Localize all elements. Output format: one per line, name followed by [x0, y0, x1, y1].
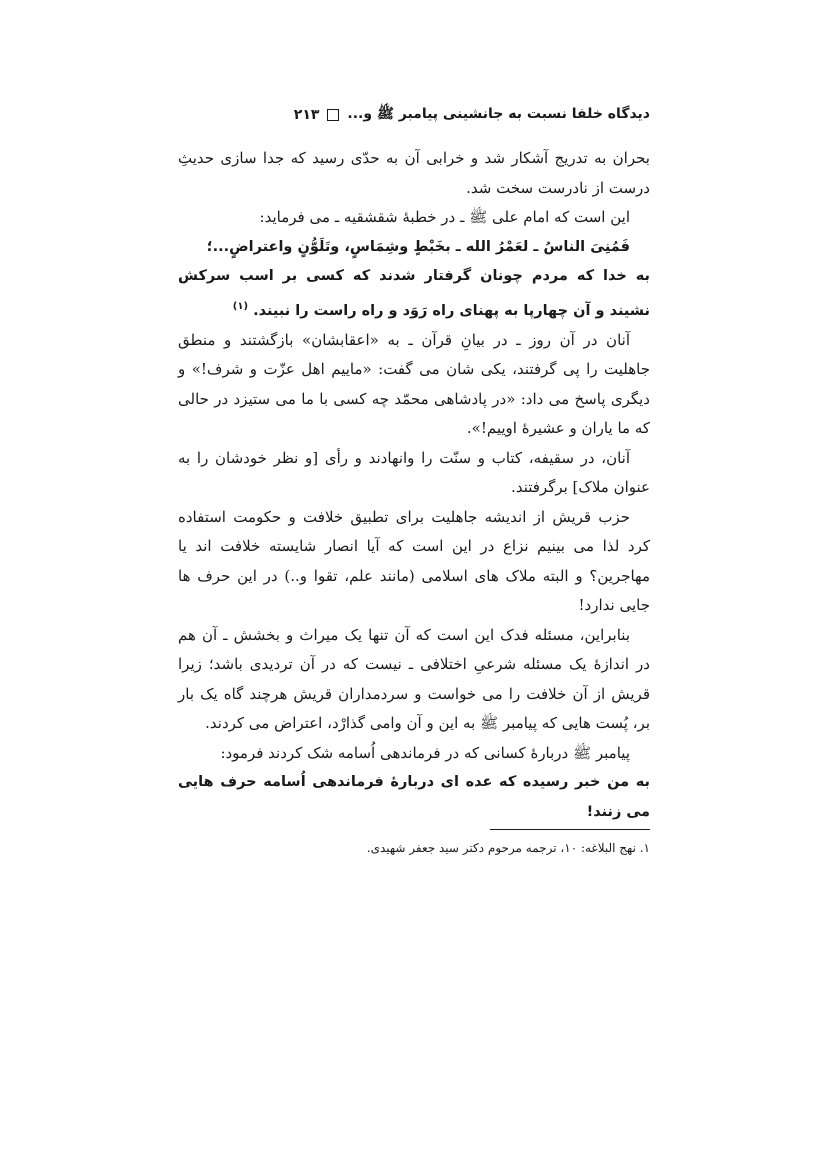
paragraph-6: آنان، در سقیفه، کتاب و سنّت را وانهادند و رأی [و نظر خودشان را به عنوان ملاک] برگرفتند. [178, 448, 650, 497]
body-text [178, 144, 650, 827]
paragraph-7: حزب قریش از اندیشه جاهلیت برای تطبیق خلافت و حکومت استفاده کرد لذا می بینیم نزاع در این است که آیا انصار شایسته خلافت اند یا مهاجرین؟ و البته ملاک های اسلامی (مانند علم، تقوا و..) در این حرف ها جایی ندارد! [178, 507, 650, 615]
paragraph-1: بحران به تدریج آشکار شد و خرابی آن به حدّی رسید که جدا سازی حدیثِ درست از نادرست سخت شد. [178, 149, 650, 197]
paragraph-8: بنابراین، مسئله فدک این است که آن تنها یک میراث و بخشش ـ آن هم در اندازهٔ یک مسئله شرعیِ اختلافی ـ نیست که در آن تردیدی باشد؛ زیرا قریش از آن خلافت را می خواست و سردمداران قریش هرچند گاه یک بار بر، پُست هایی که پیامبر ﷺ به این و آن وامی گذارْد، اعتراض می کردند. [178, 625, 650, 733]
hadith-quote: به من خبر رسیده که عده ای دربارهٔ فرماندهی اُسامه حرف هایی می زنند! [178, 774, 650, 820]
header-title: دیدگاه خلفا نسبت به جانشینی پیامبر ﷺ و... [347, 106, 650, 122]
footnote-marker: (۱) [232, 300, 249, 312]
footnote-divider [490, 829, 650, 830]
paragraph-9: پیامبر ﷺ دربارهٔ کسانی که در فرماندهی اُسامه شک کردند فرمود: [220, 743, 630, 762]
paragraph-5: آنان در آن روز ـ در بیانِ قرآن ـ به «اعقابشان» بازگشتند و منطق جاهلیت را پی گرفتند، یکی شان می گفت: «ماییم اهل عزّت و شرف!» و دیگری پاسخ می داد: «در پادشاهی محمّد چه کسی با ما می ستیزد در حالی که ما یاران و عشیرهٔ اوییم!». [178, 330, 650, 438]
arabic-quote: فَمُنِیَ الناسُ ـ لعَمْرُ الله ـ بخَبْطٍ وشِمَاسٍ، وتَلَوُّنٍ واعتراضٍ...؛ [206, 238, 630, 255]
page-number: ۲۱۳ [293, 107, 320, 123]
paragraph-2: این است که امام علی ﷺ ـ در خطبهٔ شقشقیه ـ می فرماید: [259, 208, 630, 226]
square-icon [327, 109, 339, 121]
running-header [178, 102, 650, 128]
quote-translation [178, 262, 650, 326]
quote-translation-text: به خدا که مردم چونان گرفتار شدند که کسی بر اسب سرکش نشیند و آن چهارپا به پهنای راه رَوَد و راه راست را نبیند. [178, 268, 650, 319]
footnote: ۱. نهج البلاغه: ۱۰، ترجمه مرحوم دکتر سید جعفر شهیدی. [366, 841, 650, 855]
